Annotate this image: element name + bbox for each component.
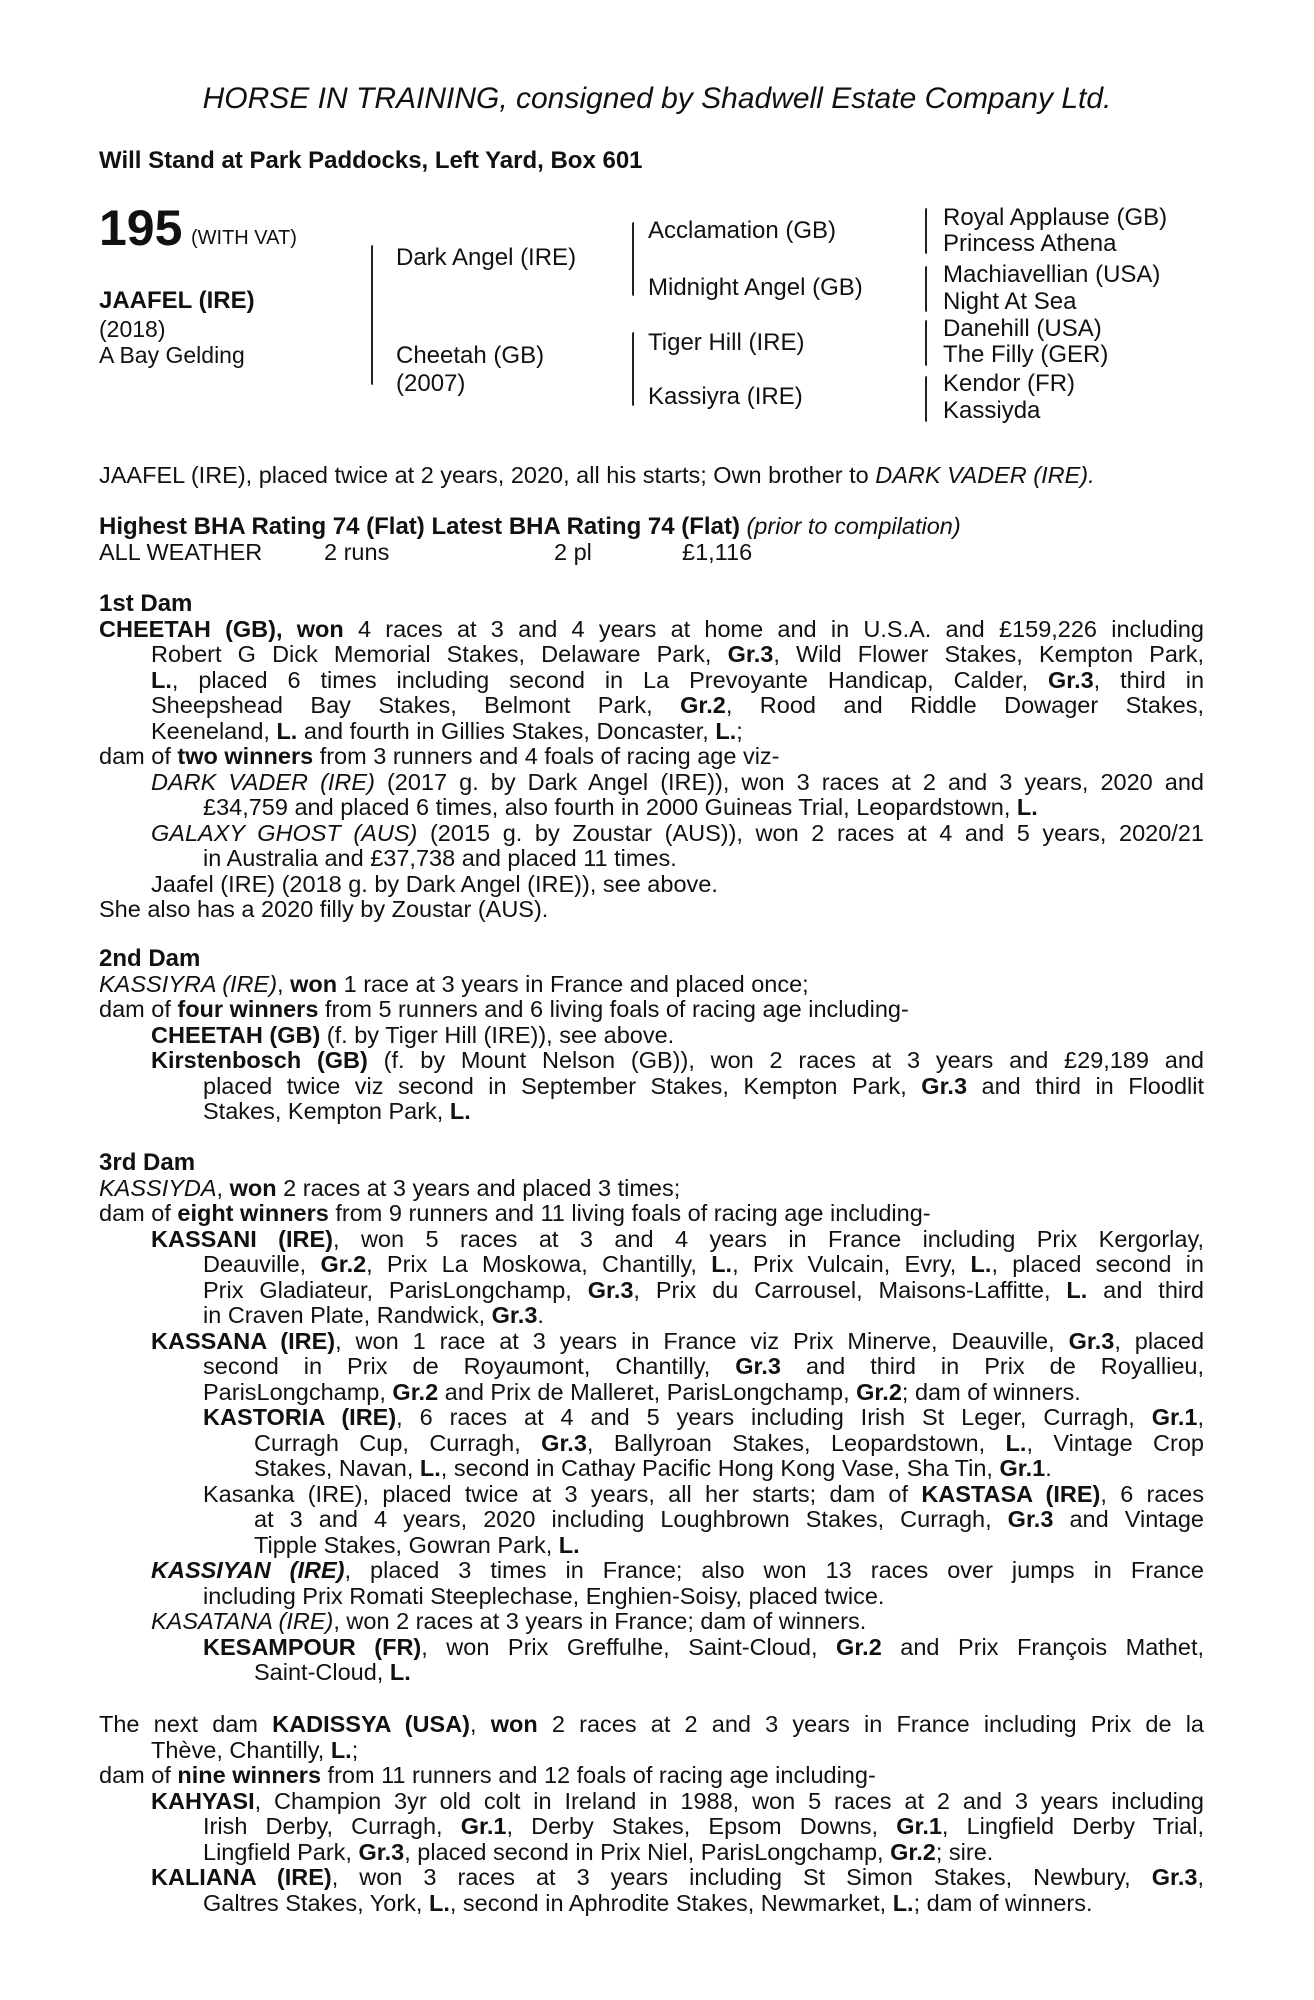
progeny-line: Tipple Stakes, Gowran Park, L. <box>254 1531 580 1558</box>
first-dam-section <box>99 591 1204 923</box>
progeny-line: Irish Derby, Curragh, Gr.1, Derby Stakes, Epsom Downs, Gr.1, Lingfield Derby Trial, <box>203 1813 1204 1839</box>
progeny-line: KASATANA (IRE), won 2 races at 3 years in France; dam of winners. <box>151 1608 867 1634</box>
progeny-line: KALIANA (IRE), won 3 races at 3 years including St Simon Stakes, Newbury, Gr.3, <box>151 1864 1204 1890</box>
progeny-line: KESAMPOUR (FR), won Prix Greffulhe, Saint-Cloud, Gr.2 and Prix François Mathet, <box>203 1633 1205 1660</box>
progeny-line: Stakes, Navan, L., second in Cathay Pacific Hong Kong Vase, Sha Tin, Gr.1. <box>254 1455 1052 1481</box>
next-dam-section <box>99 1712 1204 1916</box>
progeny-line: Kirstenbosch (GB) (f. by Mount Nelson (GB)), won 2 races at 3 years and £29,189 and <box>151 1047 1204 1073</box>
horse-year: (2018) <box>99 316 166 342</box>
ds-dam: The Filly (GER) <box>943 341 1109 368</box>
progeny-line: £34,759 and placed 6 times, also fourth in 2000 Guineas Trial, Leopardstown, L. <box>203 794 1038 820</box>
dd-sire: Kendor (FR) <box>943 370 1076 397</box>
dam-line: Thève, Chantilly, L.; <box>151 1736 359 1763</box>
sd-sire: Machiavellian (USA) <box>943 261 1161 288</box>
summary-line: JAAFEL (IRE), placed twice at 2 years, 2020, all his starts; Own brother to DARK VADER (IRE). <box>99 462 1095 488</box>
sire-brace <box>632 222 634 296</box>
sd-brace <box>925 266 927 312</box>
rating-block <box>99 514 1204 565</box>
dam-line: KASSIYDA, won 2 races at 3 years and placed 3 times; <box>99 1174 681 1201</box>
pedigree-brace <box>371 245 373 385</box>
race-record: ALL WEATHER 2 runs 2 pl £1,116 <box>99 538 753 565</box>
dam-line: She also has a 2020 filly by Zoustar (AUS). <box>99 896 549 922</box>
horse-description: A Bay Gelding <box>99 342 245 368</box>
progeny-line: Prix Gladiateur, ParisLongchamp, Gr.3, Prix du Carrousel, Maisons-Laffitte, L. and third <box>203 1276 1205 1303</box>
dd-brace <box>925 376 927 422</box>
progeny-line: Stakes, Kempton Park, L. <box>203 1098 471 1124</box>
progeny-line: Galtres Stakes, York, L., second in Aphrodite Stakes, Newmarket, L.; dam of winners. <box>203 1889 1093 1916</box>
lot-number: 195 <box>99 200 183 256</box>
dam-dam: Kassiyra (IRE) <box>648 383 803 410</box>
progeny-line: DARK VADER (IRE) (2017 g. by Dark Angel (IRE)), won 3 races at 2 and 3 years, 2020 and <box>151 768 1204 795</box>
sire-dam: Midnight Angel (GB) <box>648 274 863 301</box>
progeny-line: Deauville, Gr.2, Prix La Moskowa, Chantilly, L., Prix Vulcain, Evry, L., placed second in <box>203 1251 1204 1277</box>
progeny-line: KAHYASI, Champion 3yr old colt in Ireland in 1988, won 5 races at 2 and 3 years including <box>151 1787 1204 1814</box>
second-dam-section <box>99 946 1204 1125</box>
horse-name: JAAFEL (IRE) <box>99 287 255 314</box>
ss-sire: Royal Applause (GB) <box>943 204 1168 231</box>
progeny-line: KASTORIA (IRE), 6 races at 4 and 5 years including Irish St Leger, Curragh, Gr.1, <box>203 1404 1204 1430</box>
sire-sire: Acclamation (GB) <box>648 217 837 244</box>
progeny-line: Jaafel (IRE) (2018 g. by Dark Angel (IRE)), see above. <box>151 870 718 897</box>
progeny-line: placed twice viz second in September Stakes, Kempton Park, Gr.3 and third in Floodlit <box>203 1072 1204 1099</box>
progeny-line: Saint-Cloud, L. <box>254 1659 411 1685</box>
progeny-line: KASSIYAN (IRE), placed 3 times in France; also won 13 races over jumps in France <box>151 1557 1205 1583</box>
ss-dam: Princess Athena <box>943 230 1117 257</box>
progeny-line: in Australia and £37,738 and placed 11 times. <box>203 845 677 871</box>
dam-line: dam of eight winners from 9 runners and 11 living foals of racing age including- <box>99 1200 931 1226</box>
progeny-line: ParisLongchamp, Gr.2 and Prix de Malleret, ParisLongchamp, Gr.2; dam of winners. <box>203 1378 1081 1405</box>
progeny-line: Curragh Cup, Curragh, Gr.3, Ballyroan Stakes, Leopardstown, L., Vintage Crop <box>254 1429 1204 1456</box>
progeny-line: Kasanka (IRE), placed twice at 3 years, all her starts; dam of KASTASA (IRE), 6 races <box>203 1480 1204 1507</box>
ss-brace <box>925 208 927 254</box>
sd-dam: Night At Sea <box>943 288 1077 315</box>
progeny-line: at 3 and 4 years, 2020 including Loughbrown Stakes, Curragh, Gr.3 and Vintage <box>254 1506 1204 1532</box>
summary-block <box>99 463 1204 489</box>
stand-location: Will Stand at Park Paddocks, Left Yard, Box 601 <box>99 147 643 174</box>
dam-line: The next dam KADISSYA (USA), won 2 races at 2 and 3 years in France including Prix de la <box>99 1711 1205 1737</box>
progeny-line: second in Prix de Royaumont, Chantilly, Gr.3 and third in Prix de Royallieu, <box>203 1353 1204 1379</box>
progeny-line: in Craven Plate, Randwick, Gr.3. <box>203 1302 544 1328</box>
progeny-line: GALAXY GHOST (AUS) (2015 g. by Zoustar (AUS)), won 2 races at 4 and 5 years, 2020/21 <box>151 819 1204 846</box>
dam: Cheetah (GB) <box>396 342 545 369</box>
section-heading: 1st Dam <box>99 590 193 617</box>
ds-sire: Danehill (USA) <box>943 315 1102 342</box>
dam-sire: Tiger Hill (IRE) <box>648 329 805 356</box>
section-heading: 3rd Dam <box>99 1149 196 1176</box>
dam-line: Sheepshead Bay Stakes, Belmont Park, Gr.2, Rood and Riddle Dowager Stakes, <box>151 692 1204 718</box>
vat-note: (WITH VAT) <box>191 227 297 249</box>
sire: Dark Angel (IRE) <box>396 244 577 271</box>
progeny-line: KASSANA (IRE), won 1 race at 3 years in France viz Prix Minerve, Deauville, Gr.3, placed <box>151 1327 1205 1354</box>
dam-brace <box>632 332 634 406</box>
dam-line: L., placed 6 times including second in La Prevoyante Handicap, Calder, Gr.3, third in <box>151 666 1205 693</box>
progeny-line: CHEETAH (GB) (f. by Tiger Hill (IRE)), see above. <box>151 1021 675 1048</box>
dam-line: dam of two winners from 3 runners and 4 foals of racing age viz- <box>99 743 780 769</box>
dd-dam: Kassiyda <box>943 397 1041 424</box>
progeny-line: including Prix Romati Steeplechase, Enghien-Soisy, placed twice. <box>203 1582 885 1609</box>
rating-line: Highest BHA Rating 74 (Flat) Latest BHA Rating 74 (Flat) (prior to compilation) <box>99 513 961 540</box>
ds-brace <box>925 320 927 366</box>
dam-line: dam of four winners from 5 runners and 6 living foals of racing age including- <box>99 996 909 1022</box>
page-title: HORSE IN TRAINING, consigned by Shadwell Estate Company Ltd. <box>202 82 1112 115</box>
dam-line: Robert G Dick Memorial Stakes, Delaware Park, Gr.3, Wild Flower Stakes, Kempton Park, <box>151 641 1205 667</box>
dam-line: CHEETAH (GB), won 4 races at 3 and 4 years at home and in U.S.A. and £159,226 including <box>99 615 1204 642</box>
section-heading: 2nd Dam <box>99 945 201 972</box>
progeny-line: KASSANI (IRE), won 5 races at 3 and 4 years in France including Prix Kergorlay, <box>151 1225 1205 1252</box>
dam-line: Keeneland, L. and fourth in Gillies Stakes, Doncaster, L.; <box>151 717 743 744</box>
progeny-line: Lingfield Park, Gr.3, placed second in Prix Niel, ParisLongchamp, Gr.2; sire. <box>203 1838 994 1865</box>
dam-line: dam of nine winners from 11 runners and 12 foals of racing age including- <box>99 1762 876 1788</box>
dam-line: KASSIYRA (IRE), won 1 race at 3 years in France and placed once; <box>99 970 809 997</box>
dam-year: (2007) <box>396 370 466 397</box>
third-dam-section <box>99 1150 1204 1686</box>
